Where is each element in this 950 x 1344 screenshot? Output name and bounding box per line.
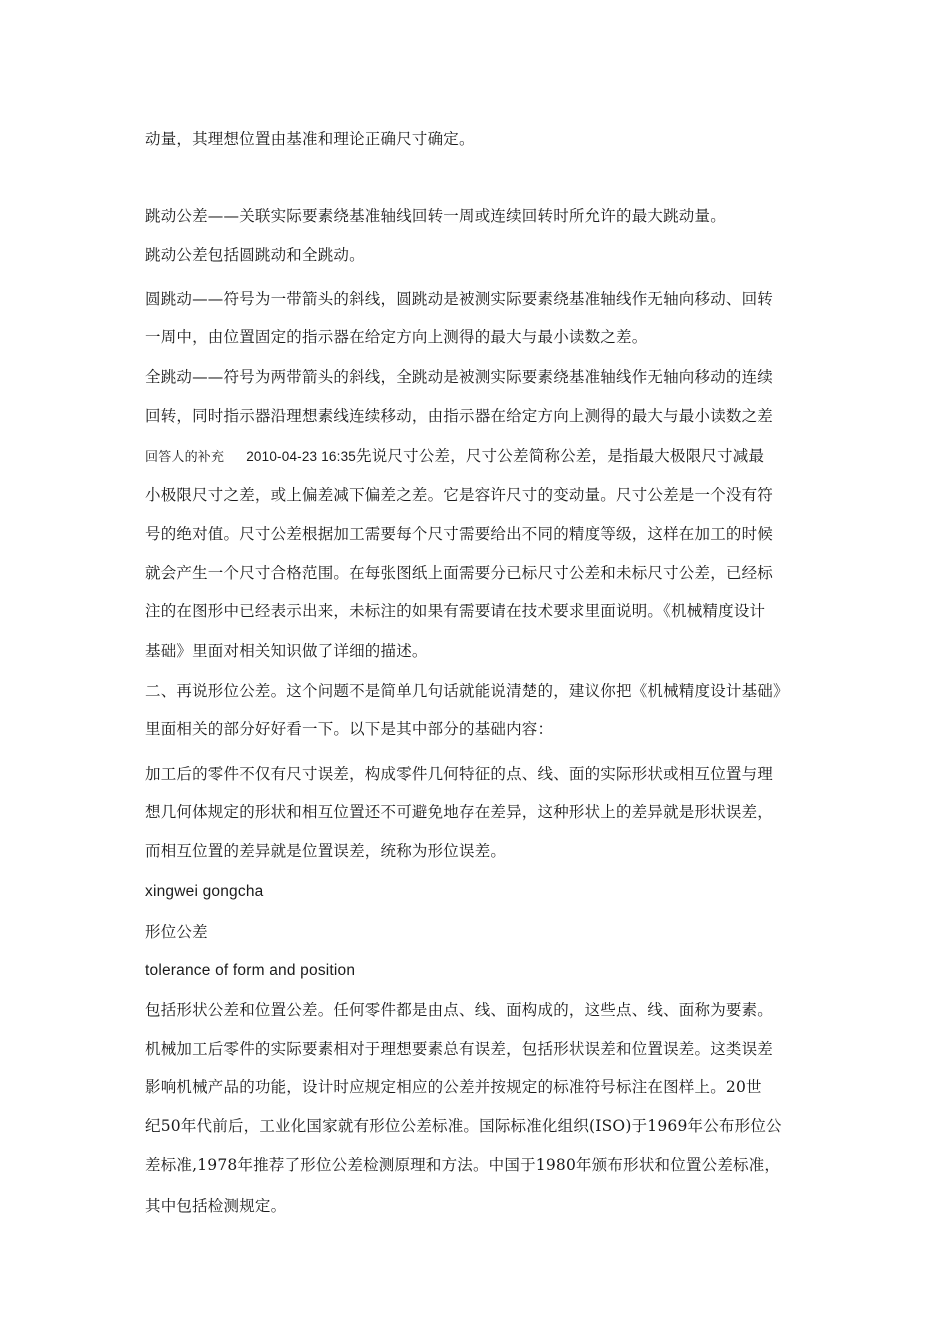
- paragraph-line: 加工后的零件不仅有尺寸误差，构成零件几何特征的点、线、面的实际形状或相互位置与理: [145, 765, 774, 783]
- paragraph-line: 跳动公差包括圆跳动和全跳动。: [145, 246, 365, 264]
- supplement-label: 回答人的补充: [145, 450, 225, 465]
- paragraph-line: 注的在图形中已经表示出来，未标注的如果有需要请在技术要求里面说明。《机械精度设计: [145, 602, 766, 620]
- paragraph-line: 就会产生一个尺寸合格范围。在每张图纸上面需要分已标尺寸公差和未标尺寸公差，已经标: [145, 564, 774, 582]
- paragraph-line: 基础》里面对相关知识做了详细的描述。: [145, 642, 428, 660]
- paragraph-line: 机械加工后零件的实际要素相对于理想要素总有误差，包括形状误差和位置误差。这类误差: [145, 1040, 774, 1058]
- paragraph-line: 跳动公差——关联实际要素绕基准轴线回转一周或连续回转时所允许的最大跳动量。: [145, 207, 726, 225]
- answer-supplement-line: [145, 445, 810, 469]
- supplement-text: 先说尺寸公差，尺寸公差简称公差，是指最大极限尺寸减最: [356, 447, 765, 465]
- paragraph-line: 小极限尺寸之差，或上偏差减下偏差之差。它是容许尺寸的变动量。尺寸公差是一个没有符: [145, 486, 774, 504]
- paragraph-line: 其中包括检测规定。: [145, 1197, 287, 1215]
- paragraph-line: 里面相关的部分好好看一下。以下是其中部分的基础内容：: [145, 720, 554, 738]
- paragraph-line: 纪50年代前后，工业化国家就有形位公差标准。国际标准化组织(ISO)于1969年公布形位公: [145, 1117, 782, 1135]
- paragraph-line: 而相互位置的差异就是位置误差，统称为形位误差。: [145, 842, 507, 860]
- paragraph-line: 全跳动——符号为两带箭头的斜线，全跳动是被测实际要素绕基准轴线作无轴向移动的连续: [145, 368, 774, 386]
- term-english: tolerance of form and position: [145, 962, 356, 979]
- paragraph-line: 动量，其理想位置由基准和理论正确尺寸确定。: [145, 130, 475, 148]
- paragraph-line: 一周中，由位置固定的指示器在给定方向上测得的最大与最小读数之差。: [145, 328, 648, 346]
- paragraph-line: 圆跳动——符号为一带箭头的斜线，圆跳动是被测实际要素绕基准轴线作无轴向移动、回转: [145, 290, 774, 308]
- pinyin-term: xingwei gongcha: [145, 883, 264, 900]
- paragraph-line: 想几何体规定的形状和相互位置还不可避免地存在差异，这种形状上的差异就是形状误差，: [145, 803, 774, 821]
- paragraph-line: 差标准,1978年推荐了形位公差检测原理和方法。中国于1980年颁布形状和位置公差标准，: [145, 1156, 781, 1174]
- paragraph-line: 回转，同时指示器沿理想素线连续移动，由指示器在给定方向上测得的最大与最小读数之差: [145, 407, 774, 425]
- paragraph-line: 包括形状公差和位置公差。任何零件都是由点、线、面构成的，这些点、线、面称为要素。: [145, 1001, 774, 1019]
- term-chinese: 形位公差: [145, 923, 208, 941]
- paragraph-line: 号的绝对值。尺寸公差根据加工需要每个尺寸需要给出不同的精度等级，这样在加工的时候: [145, 525, 774, 543]
- supplement-timestamp: 2010-04-23 16:35: [246, 449, 356, 464]
- paragraph-line: 影响机械产品的功能，设计时应规定相应的公差并按规定的标准符号标注在图样上。20世: [145, 1078, 762, 1096]
- paragraph-line: 二、再说形位公差。这个问题不是简单几句话就能说清楚的，建议你把《机械精度设计基础》: [145, 682, 789, 700]
